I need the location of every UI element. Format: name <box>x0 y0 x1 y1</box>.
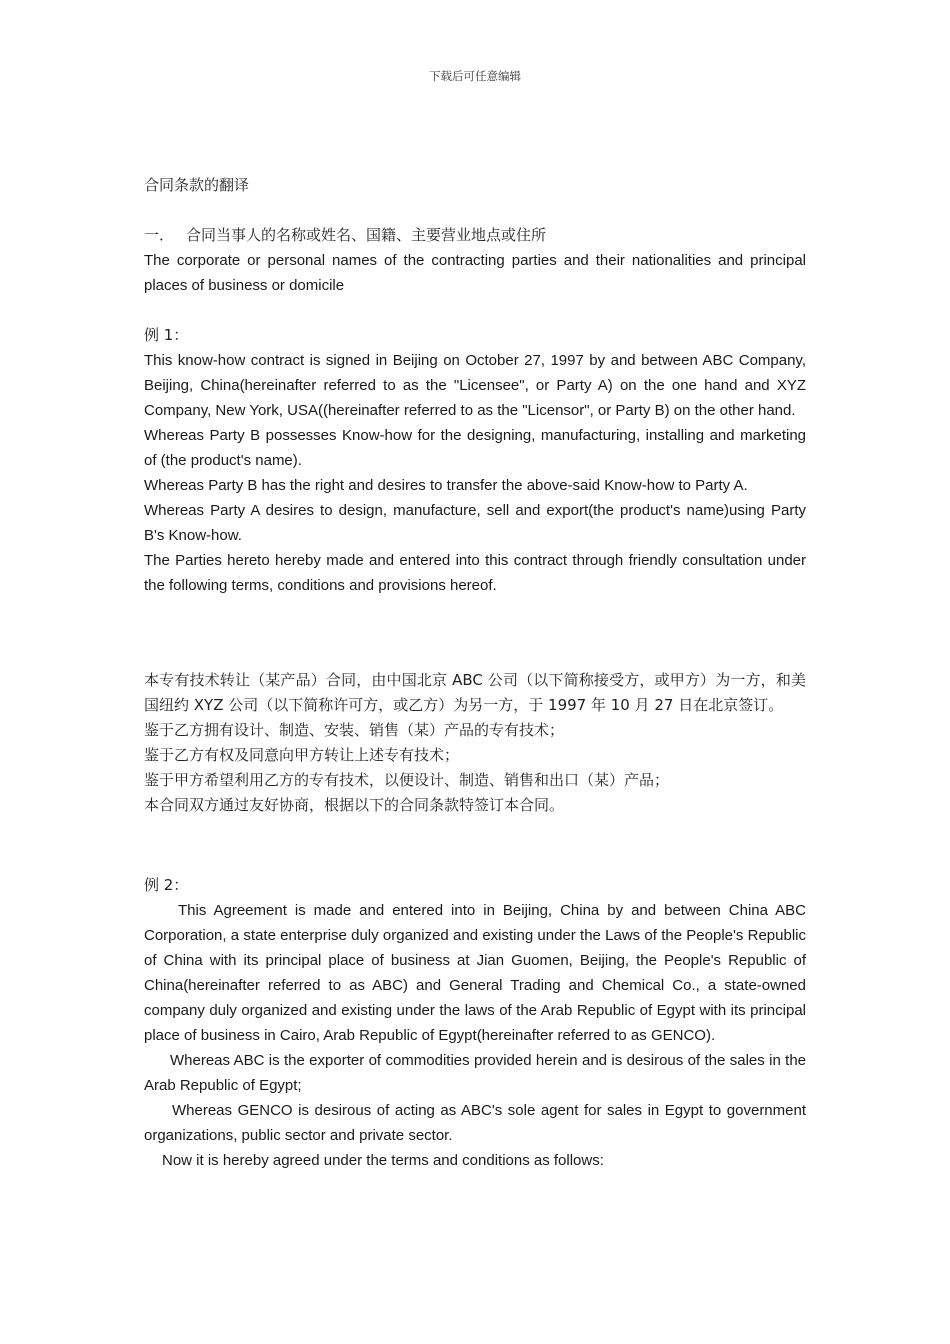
example-1-cn-paragraph: 本专有技术转让（某产品）合同，由中国北京 ABC 公司（以下简称接受方，或甲方）为一方，和美国纽约 XYZ 公司（以下简称许可方，或乙方）为另一方，于 1997 年 10 月 27 日在北京签订。 <box>144 671 806 714</box>
document-title: 合同条款的翻译 <box>144 176 250 194</box>
example-2-en-paragraph: This Agreement is made and entered into in Beijing, China by and between China ABC Corporation, a state enterprise duly organized and existing under the Laws of the People's Republic of China with its principal place of business at Jian Guomen, Beijing, the People's Republic of China(hereinafter referred to as ABC) and General Trading and Chemical Co., a state-owned company duly organized and existing under the laws of the Arab Republic of Egypt with its principal place of business in Cairo, Arab Republic of Egypt(hereinafter referred to as GENCO). <box>144 902 806 1044</box>
example-1-en-paragraph: Whereas Party B has the right and desires to transfer the above-said Know-how to Party A. <box>144 477 748 494</box>
example-1-en-paragraph: Whereas Party A desires to design, manufacture, sell and export(the product's name)using Party B's Know-how. <box>144 502 806 544</box>
example-2-en-paragraph: Now it is hereby agreed under the terms and conditions as follows: <box>162 1152 604 1169</box>
section-heading-en: The corporate or personal names of the contracting parties and their nationalities and principal places of business or domicile <box>144 252 806 294</box>
example-1-cn-paragraph: 本合同双方通过友好协商，根据以下的合同条款特签订本合同。 <box>144 796 565 814</box>
example-2-en-paragraph: Whereas GENCO is desirous of acting as ABC's sole agent for sales in Egypt to government organizations, public sector and private sector. <box>144 1102 806 1144</box>
section-heading <box>144 223 806 248</box>
section-number: 一． <box>144 226 175 244</box>
page-header-note: 下载后可任意编辑 <box>429 71 521 83</box>
example-2-en-paragraph: Whereas ABC is the exporter of commodities provided herein and is desirous of the sales in the Arab Republic of Egypt; <box>144 1052 806 1094</box>
example-1-en-paragraph: The Parties hereto hereby made and entered into this contract through friendly consultation under the following terms, conditions and provisions hereof. <box>144 552 806 594</box>
example-1-cn-paragraph: 鉴于甲方希望利用乙方的专有技术，以便设计、制造、销售和出口（某）产品； <box>144 771 670 789</box>
example-1-en-paragraph: This know-how contract is signed in Beijing on October 27, 1997 by and between ABC Company, Beijing, China(hereinafter referred to as the "Licensee", or Party A) on the one hand and XYZ Company, New York, USA((hereinafter referred to as the "Licensor", or Party B) on the other hand. <box>144 352 806 419</box>
example-1-label: 例 1： <box>144 326 189 344</box>
document-body <box>144 173 806 1173</box>
example-1-en-paragraph: Whereas Party B possesses Know-how for the designing, manufacturing, installing and marketing of (the product's name). <box>144 427 806 469</box>
example-1-cn-paragraph: 鉴于乙方拥有设计、制造、安装、销售（某）产品的专有技术； <box>144 721 565 739</box>
section-heading-cn: 合同当事人的名称或姓名、国籍、主要营业地点或住所 <box>186 226 547 244</box>
example-2-label: 例 2： <box>144 876 189 894</box>
example-1-cn-paragraph: 鉴于乙方有权及同意向甲方转让上述专有技术； <box>144 746 460 764</box>
